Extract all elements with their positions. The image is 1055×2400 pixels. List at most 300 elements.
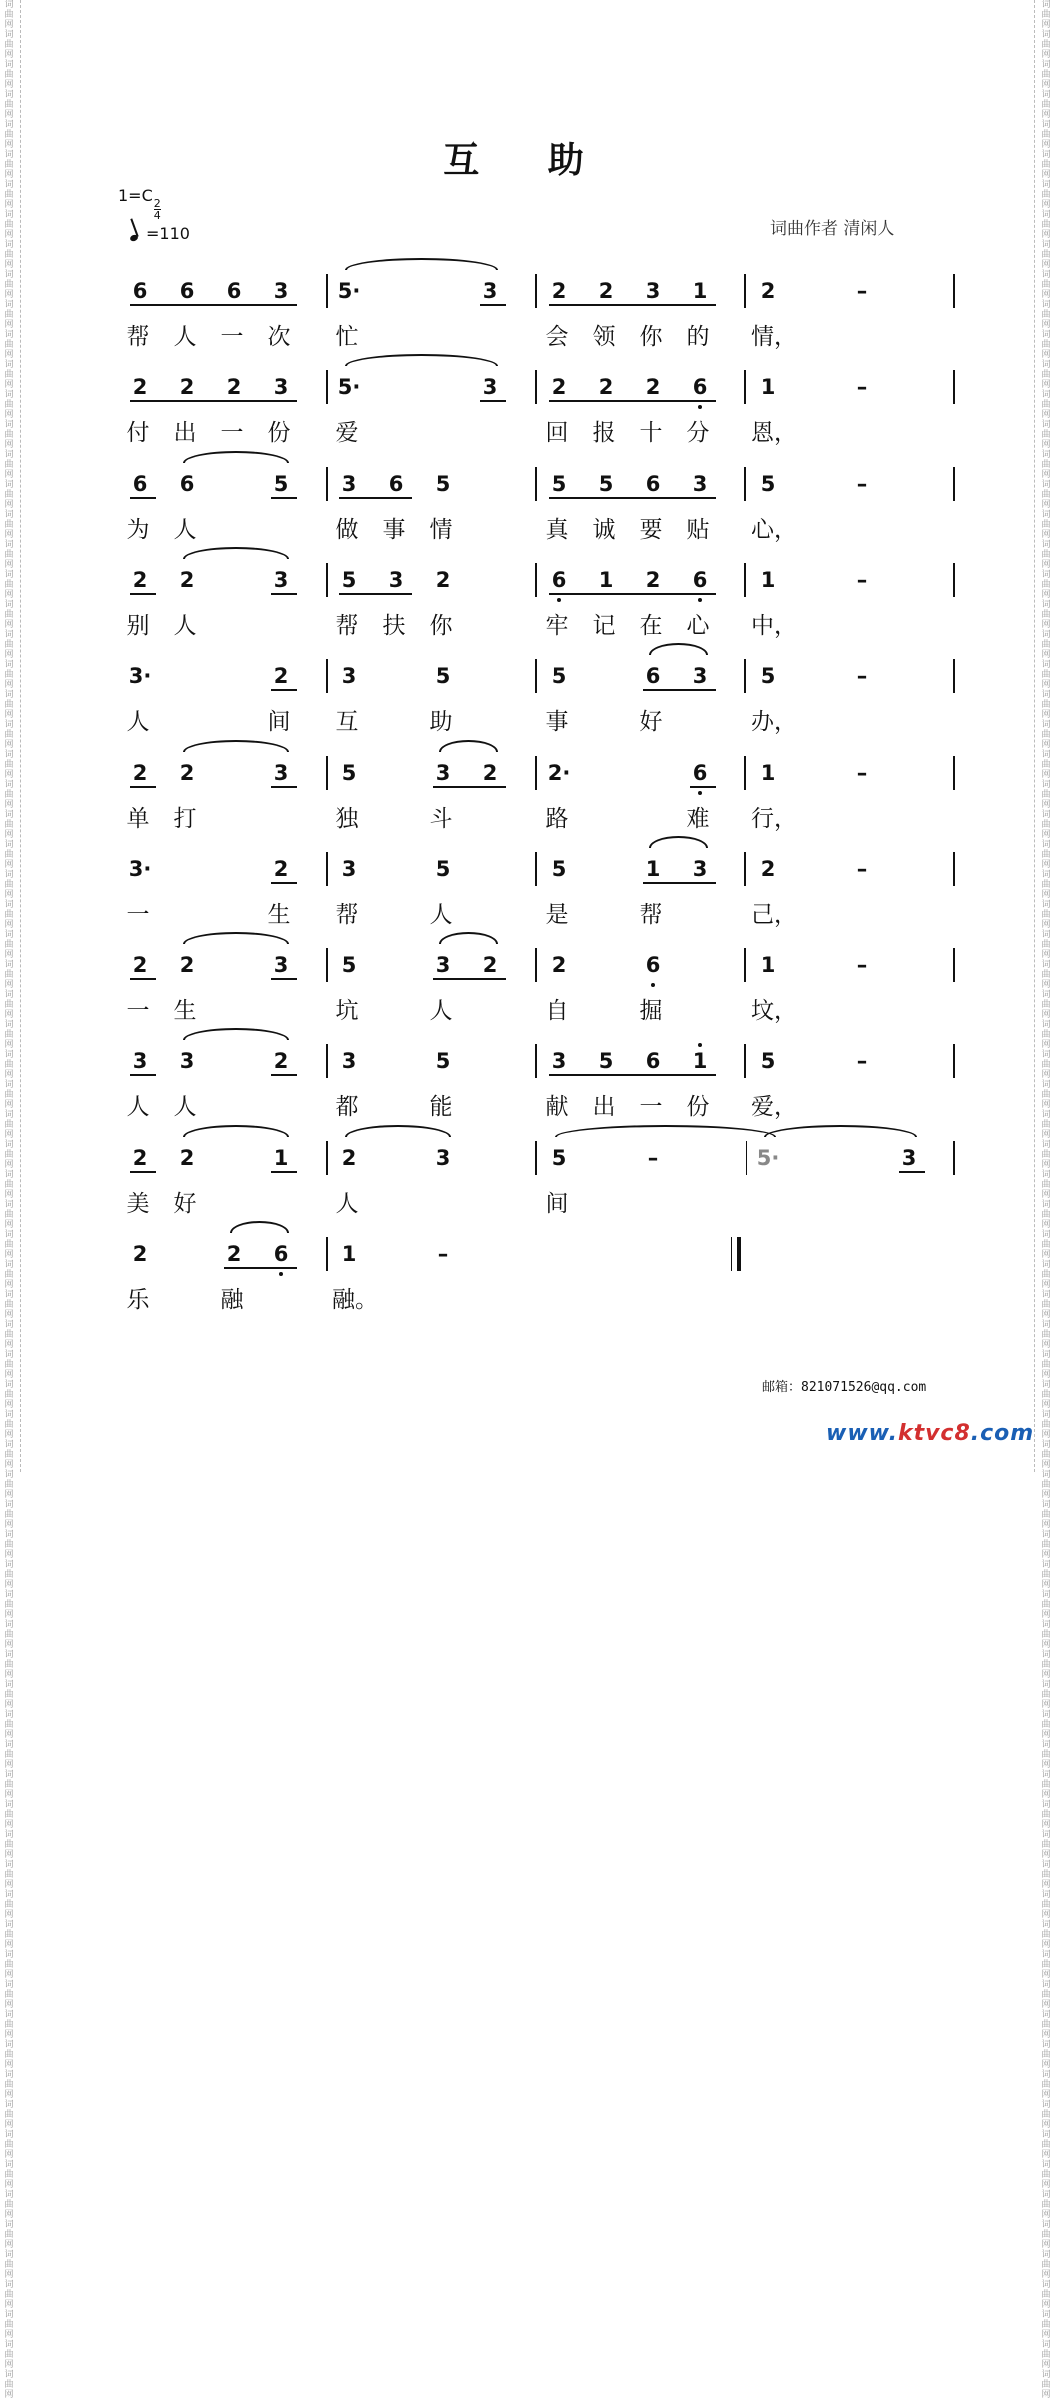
site-logo-prefix: www. [826, 1421, 898, 1446]
lyric: 分 [686, 420, 710, 447]
note: 2 [341, 1145, 357, 1170]
note: 2 [132, 375, 148, 400]
note: 3 [435, 760, 451, 785]
barline [953, 1044, 955, 1078]
note: 6 [692, 375, 708, 400]
barline [535, 563, 537, 597]
note: 3 [132, 1049, 148, 1074]
lyric: 恩， [751, 420, 797, 447]
note: 2 [273, 1049, 289, 1074]
note: 2 [132, 953, 148, 978]
beam-underline [339, 497, 412, 499]
beam-underline [899, 1171, 925, 1173]
barline [746, 1141, 747, 1175]
slur [345, 258, 498, 270]
note: – [647, 1145, 659, 1170]
right-watermark-strip: 词曲网词曲网词曲网词曲网词曲网词曲网词曲网词曲网词曲网词曲网词曲网词曲网词曲网词曲网词曲网词曲网词曲网词曲网词曲网词曲网词曲网词曲网词曲网词曲网词曲网词曲网词曲网词曲网词曲网词曲网词曲网词曲网词曲网词曲网词曲网词曲网词曲网词曲网词曲网词曲网词曲网词曲网词曲网词曲网词曲网词曲网词曲网词曲网词曲网词曲网词曲网词曲网词曲网词曲网词曲网词曲网词曲网词曲网词曲网词曲网词曲网词曲网词曲网词曲网词曲网词曲网词曲网词曲网词曲网词曲网词曲网词曲网词曲网词曲网词曲网词曲网词曲网词曲网词曲网词曲网 [1041, 0, 1051, 2400]
lyric: 打 [173, 805, 197, 832]
note: 3 [482, 375, 498, 400]
note: 2 [551, 279, 567, 303]
note: 2 [132, 567, 148, 592]
lyric: 一 [220, 420, 244, 447]
note: 6 [692, 760, 708, 785]
tempo-value: =110 [146, 224, 190, 243]
barline [326, 370, 328, 404]
note: 6 [132, 279, 148, 303]
lyric: 会 [545, 324, 569, 350]
beam-underline [643, 304, 716, 306]
note: 3 [273, 375, 289, 400]
lyric: 助 [429, 709, 453, 736]
note: 5 [341, 953, 357, 978]
page-title: 互 助 [443, 139, 612, 181]
note: 3 [341, 664, 357, 689]
note: 2 [179, 953, 195, 978]
lyric: 别 [126, 612, 150, 639]
lyric: 美 [126, 1190, 150, 1217]
lyric: 难 [686, 805, 710, 832]
note: 5 [273, 471, 289, 496]
lyric: 扶 [382, 612, 406, 639]
lyric: 次 [267, 324, 291, 350]
note: 5 [435, 1049, 451, 1074]
slur [345, 1125, 451, 1137]
lyric: 情 [429, 516, 453, 543]
barline [953, 852, 955, 886]
beam-underline [130, 593, 156, 595]
beam-underline [271, 882, 297, 884]
beam-underline [643, 882, 716, 884]
slur [183, 1125, 289, 1137]
barline [744, 659, 746, 693]
barline [731, 1237, 732, 1271]
lyric: 人 [429, 998, 453, 1025]
note: 5 [551, 1145, 567, 1170]
note: 3 [179, 1049, 195, 1074]
barline [326, 852, 328, 886]
slur [183, 547, 289, 559]
note: 3 [901, 1145, 917, 1170]
beam-underline [433, 786, 506, 788]
quarter-note-icon [129, 234, 139, 242]
note: 1 [692, 279, 708, 303]
slur [555, 1125, 776, 1137]
beam-underline [130, 497, 156, 499]
lyric: 做 [335, 516, 359, 543]
note: 3 [273, 567, 289, 592]
barline [953, 948, 955, 982]
barline [953, 1141, 955, 1175]
site-logo-suffix: .com [970, 1421, 1035, 1446]
lyric: 记 [592, 612, 616, 639]
lyric: 领 [592, 324, 616, 350]
note: 2 [179, 760, 195, 785]
note: 3 [273, 760, 289, 785]
barline [744, 370, 746, 404]
lyric: 单 [126, 805, 150, 832]
note: – [856, 856, 868, 881]
lyric: 间 [545, 1190, 569, 1217]
note: 5 [341, 760, 357, 785]
note: 6 [551, 567, 567, 592]
note: 3 [273, 953, 289, 978]
note: 5 [435, 471, 451, 496]
note: – [856, 375, 868, 400]
barline [953, 756, 955, 790]
beam-underline [130, 1074, 156, 1076]
barline [744, 467, 746, 501]
note: 2 [273, 856, 289, 881]
note: 6 [645, 664, 661, 689]
beam-underline [271, 689, 297, 691]
beam-underline [271, 1171, 297, 1173]
lyric: 事 [382, 516, 406, 543]
note: 2 [179, 1145, 195, 1170]
beam-underline [271, 593, 297, 595]
beam-underline [130, 786, 156, 788]
lyric: 诚 [592, 516, 616, 543]
slur [439, 740, 498, 752]
site-logo [826, 1421, 1034, 1446]
key-label: 1=C [118, 186, 153, 205]
barline [326, 1141, 328, 1175]
lyric: 付 [126, 420, 150, 447]
note: 3 [435, 1145, 451, 1170]
barline [535, 1141, 537, 1175]
note: 2 [551, 375, 567, 400]
lyric: 出 [592, 1094, 616, 1121]
barline [744, 563, 746, 597]
slur [183, 451, 289, 463]
low-octave-dot [698, 791, 702, 795]
note: 2 [273, 664, 289, 689]
note: 6 [645, 1049, 661, 1074]
lyric: 生 [173, 998, 197, 1025]
lyric: 情， [751, 324, 797, 350]
note: 6 [645, 471, 661, 496]
lyric: 中， [751, 612, 797, 639]
note: 6 [645, 953, 661, 978]
note: 3· [128, 664, 152, 689]
lyric: 掘 [639, 998, 663, 1025]
lyric: 一 [639, 1094, 663, 1121]
note: 5· [756, 1145, 780, 1170]
note: 6 [388, 471, 404, 496]
slur [439, 932, 498, 944]
lyric: 事 [545, 709, 569, 736]
note: 2 [226, 375, 242, 400]
barline [535, 1044, 537, 1078]
lyric: 你 [639, 324, 663, 350]
barline [535, 756, 537, 790]
lyric: 要 [639, 516, 663, 543]
lyric: 爱， [751, 1094, 797, 1121]
contact-email: 邮箱：821071526@qq.com [762, 1380, 927, 1395]
low-octave-dot [651, 983, 655, 987]
slur [649, 643, 708, 655]
beam-underline [130, 978, 156, 980]
lyric: 己， [751, 901, 797, 928]
low-octave-dot [279, 1272, 283, 1276]
note: 3 [692, 664, 708, 689]
lyric: 帮 [335, 901, 359, 928]
lyric: 融 [220, 1287, 244, 1313]
note: 5 [598, 471, 614, 496]
note: 3 [388, 567, 404, 592]
note: 5 [435, 664, 451, 689]
lyric: 好 [639, 709, 663, 736]
note: 3 [341, 856, 357, 881]
lyric: 是 [545, 901, 569, 928]
lyric: 牢 [545, 612, 569, 639]
note: 5 [551, 471, 567, 496]
beam-underline [643, 593, 716, 595]
note: – [856, 567, 868, 592]
barline [326, 1044, 328, 1078]
lyric: 一 [220, 324, 244, 350]
note: 2 [598, 375, 614, 400]
barline [953, 659, 955, 693]
barline [326, 1237, 328, 1271]
lyric: 爱 [335, 420, 359, 447]
lyric: 人 [126, 709, 150, 736]
lyric: 坑 [335, 998, 359, 1025]
note: 2 [179, 375, 195, 400]
barline [535, 948, 537, 982]
note: 3 [692, 856, 708, 881]
beam-underline [433, 978, 506, 980]
left-watermark-strip: 词曲网词曲网词曲网词曲网词曲网词曲网词曲网词曲网词曲网词曲网词曲网词曲网词曲网词曲网词曲网词曲网词曲网词曲网词曲网词曲网词曲网词曲网词曲网词曲网词曲网词曲网词曲网词曲网词曲网词曲网词曲网词曲网词曲网词曲网词曲网词曲网词曲网词曲网词曲网词曲网词曲网词曲网词曲网词曲网词曲网词曲网词曲网词曲网词曲网词曲网词曲网词曲网词曲网词曲网词曲网词曲网词曲网词曲网词曲网词曲网词曲网词曲网词曲网词曲网词曲网词曲网词曲网词曲网词曲网词曲网词曲网词曲网词曲网词曲网词曲网词曲网词曲网词曲网词曲网词曲网 [4, 0, 14, 2400]
beam-underline [224, 1267, 297, 1269]
beam-underline [339, 593, 412, 595]
note: – [856, 471, 868, 496]
note: 5· [337, 375, 361, 400]
lyric: 能 [429, 1094, 453, 1121]
site-logo-name: ktvc8 [897, 1421, 971, 1446]
barline [326, 274, 328, 308]
note: 6 [692, 567, 708, 592]
slur [345, 354, 498, 366]
barline [326, 659, 328, 693]
time-signature [154, 198, 161, 221]
lyric: 斗 [429, 805, 453, 832]
note: 1 [645, 856, 661, 881]
note: 5 [760, 471, 776, 496]
lyric: 好 [173, 1190, 197, 1217]
lyric: 人 [126, 1094, 150, 1121]
barline [744, 274, 746, 308]
note: 3 [645, 279, 661, 303]
note: 1 [692, 1049, 708, 1074]
slur [649, 836, 708, 848]
slur [230, 1221, 289, 1233]
note: – [856, 760, 868, 785]
composer-credit: 词曲作者 清闲人 [770, 219, 895, 239]
low-octave-dot [698, 598, 702, 602]
note: 2 [760, 856, 776, 881]
lyric: 份 [686, 1094, 710, 1121]
lyric: 帮 [335, 612, 359, 639]
lyric: 办， [751, 709, 797, 736]
note: 6 [179, 471, 195, 496]
note: 2 [598, 279, 614, 303]
beam-underline [130, 1171, 156, 1173]
lyric: 帮 [126, 324, 150, 350]
slur [183, 1028, 289, 1040]
lyric: 出 [173, 420, 197, 447]
note: 5 [551, 664, 567, 689]
beam-underline [271, 1074, 297, 1076]
lyric: 心 [686, 612, 710, 639]
note: – [856, 664, 868, 689]
note: 2 [482, 953, 498, 978]
barline [535, 274, 537, 308]
lyric: 份 [267, 420, 291, 447]
note: 5 [598, 1049, 614, 1074]
beam-underline [643, 689, 716, 691]
note: 5 [551, 856, 567, 881]
note: 1 [273, 1145, 289, 1170]
lyric: 人 [173, 516, 197, 543]
note: 3 [341, 1049, 357, 1074]
note: 2 [179, 567, 195, 592]
note: 5· [337, 279, 361, 303]
barline [744, 948, 746, 982]
barline [744, 852, 746, 886]
note: 1 [598, 567, 614, 592]
lyric: 一 [126, 998, 150, 1025]
beam-underline [224, 400, 297, 402]
barline [535, 467, 537, 501]
barline [953, 274, 955, 308]
barline [744, 756, 746, 790]
lyric: 献 [545, 1094, 569, 1121]
note: 2 [645, 567, 661, 592]
lyric: 人 [335, 1190, 359, 1217]
time-sig-bottom: 4 [153, 209, 161, 222]
note: 5 [435, 856, 451, 881]
note: 1 [760, 375, 776, 400]
note: – [437, 1242, 449, 1266]
barline [326, 948, 328, 982]
lyric: 报 [592, 420, 616, 447]
beam-underline [643, 1074, 716, 1076]
note: 1 [760, 953, 776, 978]
lyric: 人 [173, 324, 197, 350]
note: – [856, 953, 868, 978]
barline [326, 563, 328, 597]
low-octave-dot [557, 598, 561, 602]
lyric: 间 [267, 709, 291, 736]
note: 6 [226, 279, 242, 303]
barline [744, 1044, 746, 1078]
slur [183, 932, 289, 944]
beam-underline [271, 978, 297, 980]
barline [535, 852, 537, 886]
note: 5 [341, 567, 357, 592]
beam-underline [643, 400, 716, 402]
beam-underline [271, 786, 297, 788]
lyric: 行， [751, 805, 797, 832]
lyric: 帮 [639, 901, 663, 928]
note: 2 [645, 375, 661, 400]
note: 2 [132, 760, 148, 785]
lyric: 忙 [335, 324, 359, 350]
note: 1 [760, 567, 776, 592]
key-signature [118, 186, 161, 221]
note: 6 [132, 471, 148, 496]
lyric: 十 [639, 420, 663, 447]
tempo-marking [130, 224, 190, 243]
beam-underline [480, 304, 506, 306]
note: 2 [132, 1145, 148, 1170]
lyric: 自 [545, 998, 569, 1025]
note: 2 [760, 279, 776, 303]
lyric: 人 [429, 901, 453, 928]
lyric: 坟， [751, 998, 797, 1025]
note: 2 [226, 1242, 242, 1266]
note: 2 [482, 760, 498, 785]
barline [953, 370, 955, 404]
lyric: 真 [545, 516, 569, 543]
note: 3 [435, 953, 451, 978]
lyric: 生 [267, 901, 291, 928]
note: 3 [341, 471, 357, 496]
lyric: 你 [429, 612, 453, 639]
note: 2 [132, 1242, 148, 1266]
barline [326, 467, 328, 501]
lyric: 为 [126, 516, 150, 543]
note: – [856, 279, 868, 303]
lyric: 互 [335, 709, 359, 736]
lyric: 贴 [686, 516, 710, 543]
note: 3· [128, 856, 152, 881]
lyric: 乐 [126, 1287, 150, 1313]
note: 3 [273, 279, 289, 303]
beam-underline [480, 400, 506, 402]
barline [326, 756, 328, 790]
barline [953, 467, 955, 501]
note: 5 [760, 1049, 776, 1074]
high-octave-dot [698, 1043, 702, 1047]
lyric: 回 [545, 420, 569, 447]
slur [183, 740, 289, 752]
note: 3 [482, 279, 498, 303]
beam-underline [224, 304, 297, 306]
final-barline [737, 1237, 741, 1271]
note: 2 [435, 567, 451, 592]
note: – [856, 1049, 868, 1074]
time-sig-top: 2 [153, 197, 161, 210]
lyric: 融。 [332, 1287, 378, 1313]
beam-underline [690, 786, 716, 788]
lyric: 独 [335, 805, 359, 832]
lyric: 在 [639, 612, 663, 639]
note: 5 [760, 664, 776, 689]
lyric: 心， [751, 516, 797, 543]
note: 2· [547, 760, 571, 785]
slur [764, 1125, 917, 1137]
note: 3 [692, 471, 708, 496]
lyric: 人 [173, 1094, 197, 1121]
note: 6 [179, 279, 195, 303]
note: 6 [273, 1242, 289, 1266]
low-octave-dot [698, 405, 702, 409]
beam-underline [271, 497, 297, 499]
lyric: 路 [545, 805, 569, 832]
note: 1 [760, 760, 776, 785]
note: 3 [551, 1049, 567, 1074]
